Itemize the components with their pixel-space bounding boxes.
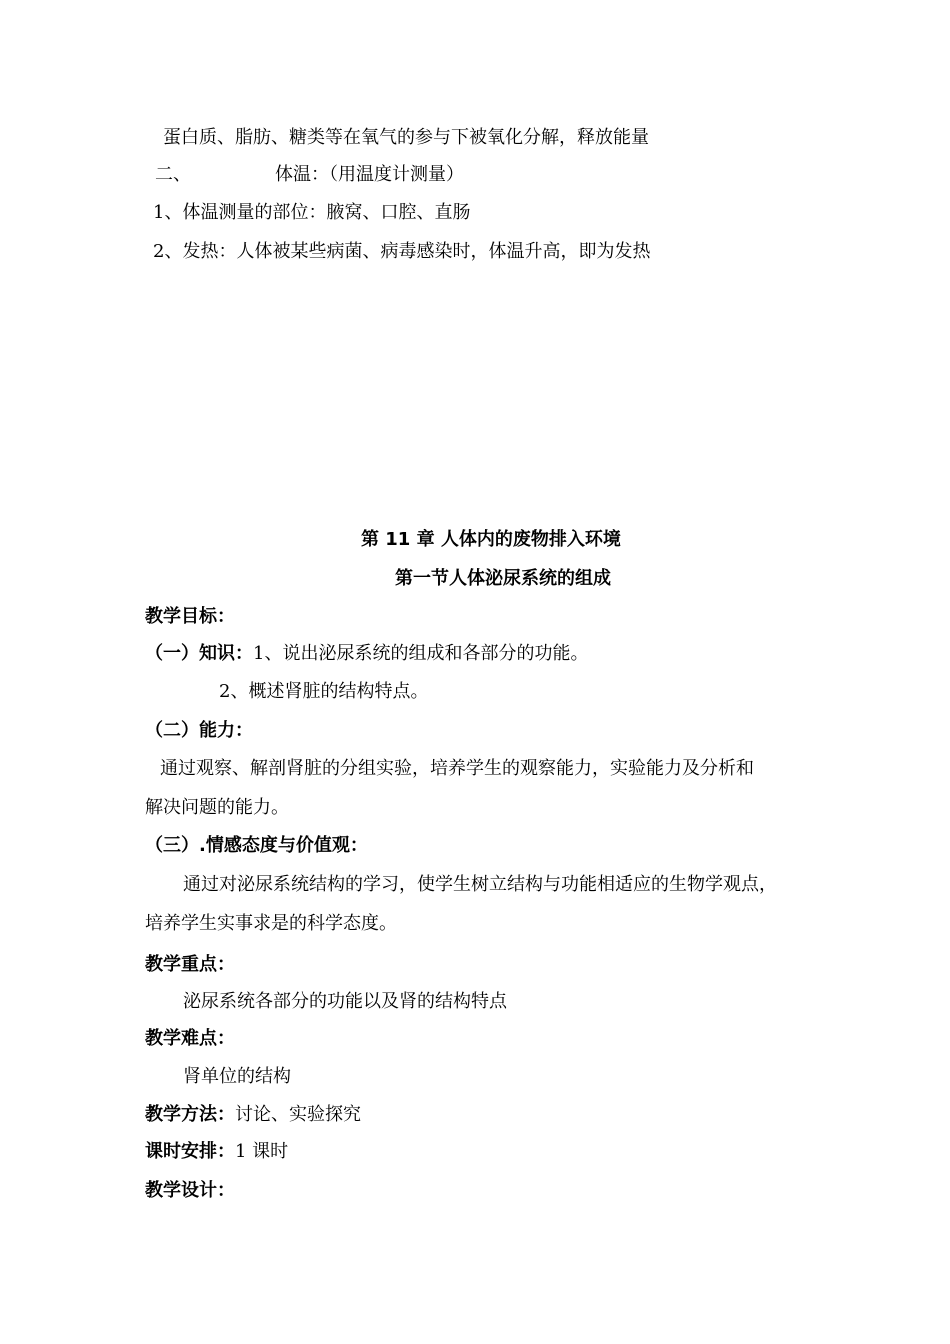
ability-text-line-1: 通过观察、解剖肾脏的分组实验，培养学生的观察能力，实验能力及分析和 (160, 758, 754, 779)
schedule-label: 课时安排： (145, 1141, 235, 1162)
temperature-sites-item: 1、体温测量的部位：腋窝、口腔、直肠 (153, 202, 471, 223)
knowledge-item-2: 2、概述肾脏的结构特点。 (219, 681, 429, 702)
fever-item: 2、发热：人体被某些病菌、病毒感染时，体温升高，即为发热 (153, 241, 651, 262)
key-points-heading: 教学重点： (145, 954, 235, 975)
teaching-method-text: 讨论、实验探究 (235, 1104, 361, 1125)
section-2-number: 二、 (155, 164, 191, 185)
section-title: 第一节人体泌尿系统的组成 (395, 568, 611, 589)
key-points-text: 泌尿系统各部分的功能以及肾的结构特点 (183, 991, 507, 1012)
ability-text-line-2: 解决问题的能力。 (145, 797, 289, 818)
oxidation-line: 蛋白质、脂肪、糖类等在氧气的参与下被氧化分解，释放能量 (163, 127, 649, 148)
schedule-text: 1 课时 (235, 1141, 289, 1162)
teaching-goals-heading: 教学目标： (145, 606, 235, 627)
teaching-method-row (145, 1103, 361, 1127)
difficulties-text: 肾单位的结构 (183, 1066, 291, 1087)
difficulties-heading: 教学难点： (145, 1028, 235, 1049)
chapter-title: 第 11 章 人体内的废物排入环境 (361, 529, 621, 550)
knowledge-row (145, 642, 588, 666)
knowledge-label: （一）知识： (145, 643, 253, 664)
attitude-text-line-1: 通过对泌尿系统结构的学习，使学生树立结构与功能相适应的生物学观点， (183, 874, 777, 895)
schedule-row (145, 1140, 288, 1164)
attitude-label: （三）.情感态度与价值观： (145, 835, 368, 856)
teaching-method-label: 教学方法： (145, 1104, 235, 1125)
teaching-design-heading: 教学设计： (145, 1180, 235, 1201)
attitude-text-line-2: 培养学生实事求是的科学态度。 (145, 913, 397, 934)
section-2-title: 体温：（用温度计测量） (275, 164, 464, 185)
knowledge-item-1: 1、说出泌尿系统的组成和各部分的功能。 (253, 643, 589, 664)
ability-label: （二）能力： (145, 720, 253, 741)
